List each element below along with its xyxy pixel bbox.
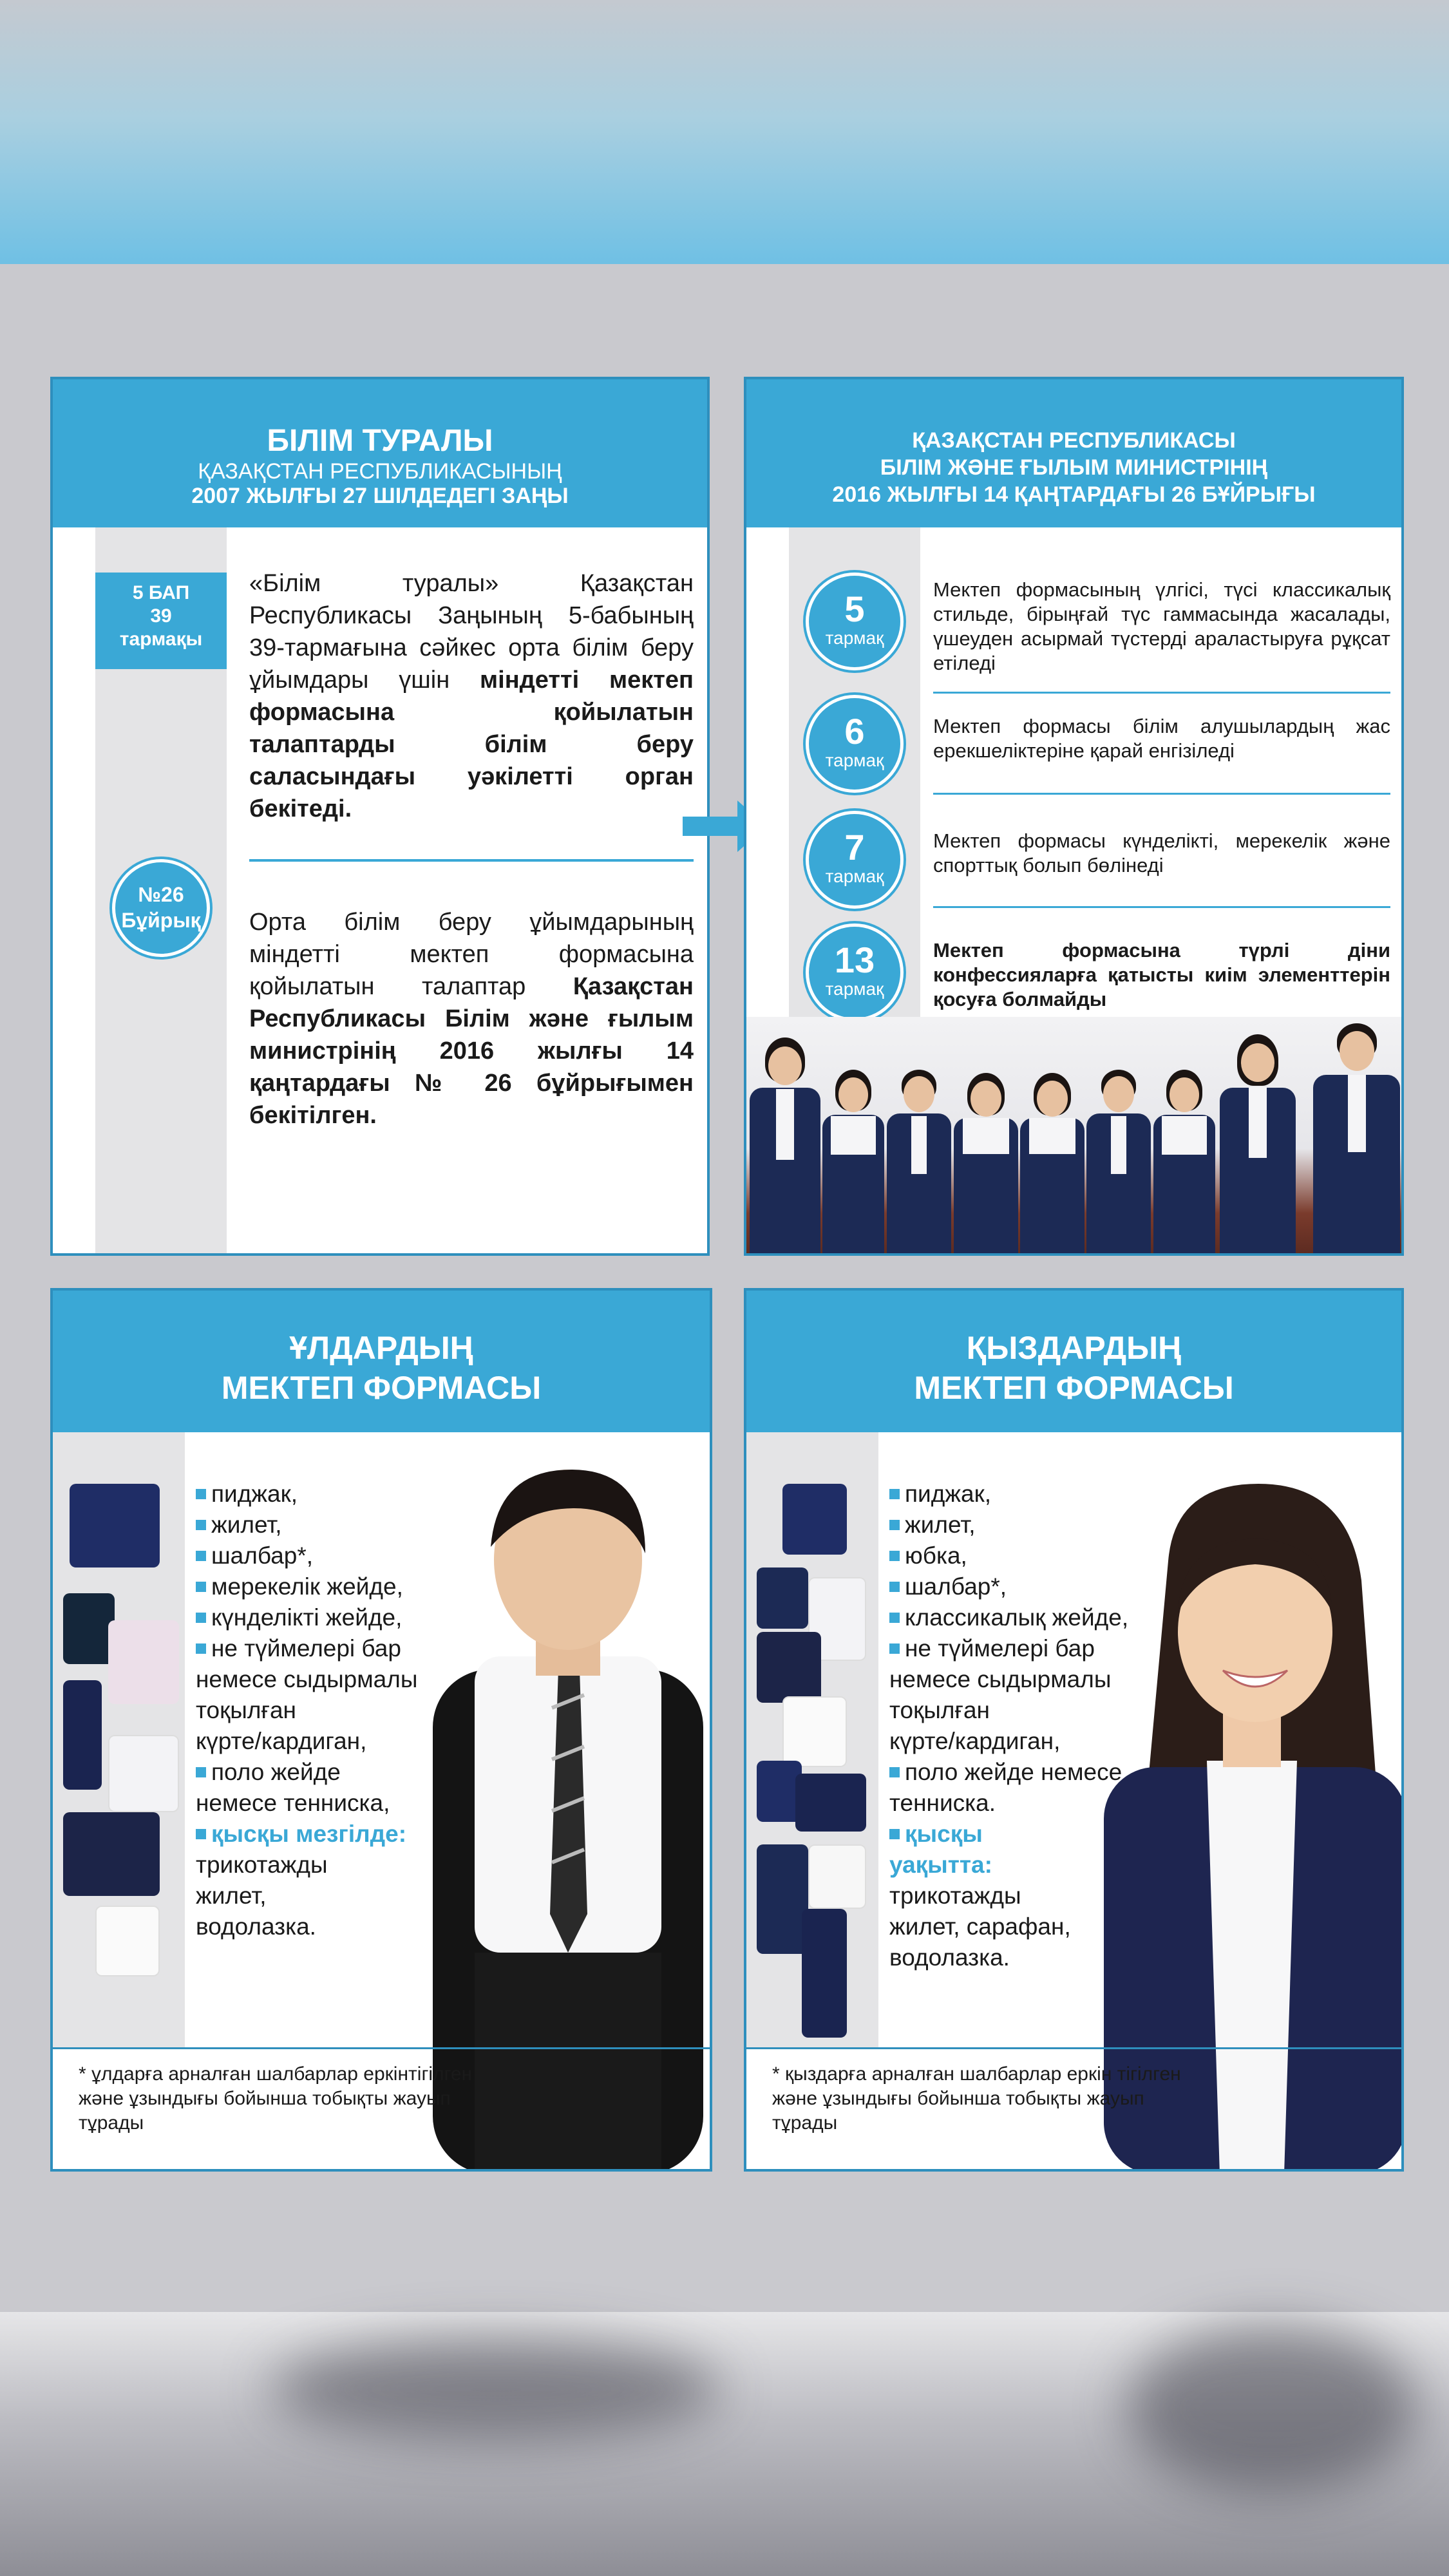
vest-icon	[63, 1593, 115, 1664]
head	[1037, 1081, 1068, 1117]
skirt-icon	[795, 1774, 866, 1832]
list-item-cont: күрте/кардиган,	[196, 1728, 367, 1754]
girls-title-line: ҚЫЗДАРДЫҢ	[966, 1330, 1182, 1366]
clause-number-badge	[806, 573, 904, 670]
cardigan-icon	[757, 1632, 821, 1703]
law-subtitle: ҚАЗАҚСТАН РЕСПУБЛИКАСЫНЫҢ	[198, 459, 562, 484]
list-item-cont: жилет, сарафан,	[889, 1913, 1071, 1940]
list-item: шалбар*,	[889, 1571, 1128, 1602]
clause-number-badge	[806, 811, 904, 909]
jacket-icon	[70, 1484, 160, 1567]
student-figure	[822, 1070, 884, 1256]
order-header-line: БІЛІМ ЖӘНЕ ҒЫЛЫМ МИНИСТРІНІҢ	[880, 455, 1268, 480]
list-item: классикалық жейде,	[889, 1602, 1128, 1633]
list-item: юбка,	[889, 1540, 1128, 1571]
list-item: пиджак,	[196, 1479, 417, 1510]
head	[768, 1046, 802, 1085]
clause-text: Мектеп формасы күнделікті, мерекелік және спорттық болып бөлінеді	[933, 829, 1390, 876]
order-header-line: ҚАЗАҚСТАН РЕСПУБЛИКАСЫ	[912, 428, 1236, 453]
law-title: БІЛІМ ТУРАЛЫ	[267, 424, 493, 458]
circle-line: Бұйрық	[121, 909, 201, 932]
vest-icon	[757, 1567, 808, 1629]
blur-smudge	[270, 2338, 721, 2441]
list-item-cont: күрте/кардиган,	[889, 1728, 1061, 1754]
shirt	[963, 1118, 1009, 1154]
divider	[746, 2047, 1401, 2049]
student-figure	[954, 1073, 1018, 1256]
clause-unit: тармақ	[825, 750, 884, 770]
blur-smudge	[1127, 2325, 1417, 2492]
clause-number: 13	[834, 940, 875, 980]
badge-line: 5 БАП	[132, 582, 190, 603]
list-item-cont: водолазка.	[889, 1944, 1010, 1971]
divider	[249, 859, 694, 862]
list-item-winter-cont: уақытта:	[889, 1852, 992, 1878]
law-date: 2007 ЖЫЛҒЫ 27 ШІЛДЕДЕГІ ЗАҢЫ	[191, 484, 569, 508]
students-photo	[746, 1017, 1401, 1256]
list-item-cont: немесе тенниска,	[196, 1790, 390, 1816]
student-figure	[1313, 1023, 1400, 1256]
head	[1103, 1076, 1134, 1112]
boys-uniform-panel	[50, 1288, 712, 2172]
law-paragraph-2	[249, 906, 694, 1132]
shirt	[911, 1116, 927, 1174]
paragraph-text: «Білім туралы» Қазақстан Республикасы Заңының 5-бабының 39-тармағына сәйкес орта білім беру ұйымдары үшін	[249, 570, 694, 694]
shirt-icon	[808, 1844, 866, 1909]
top-blurred-background	[0, 0, 1449, 264]
list-item: поло жейде немесе	[889, 1757, 1128, 1788]
list-item-winter: қысқы	[889, 1819, 1128, 1850]
list-item-cont: трикотажды	[196, 1852, 328, 1878]
list-item: не түймелері бар	[196, 1633, 417, 1664]
trousers-icon	[802, 1909, 847, 2038]
list-item: шалбар*,	[196, 1540, 417, 1571]
order-panel	[744, 377, 1404, 1256]
paragraph-bold: Қазақстан Республикасы Білім және ғылым министрінің 2016 жылғы 14 қаңтардағы № 26 бұйрығымен бекітілген.	[249, 973, 694, 1129]
list-item-winter: қысқы мезгілде:	[196, 1819, 417, 1850]
clause-text: Мектеп формасына түрлі діни конфессияларға қатысты киім элементтерін қосуға болмайды	[933, 939, 1390, 1010]
law-panel-header	[53, 379, 707, 527]
girls-title-line: МЕКТЕП ФОРМАСЫ	[914, 1370, 1234, 1406]
order-panel-header	[746, 379, 1401, 527]
clause-number: 6	[844, 711, 865, 752]
clause-number-badge	[806, 923, 904, 1021]
student-figure	[1086, 1070, 1151, 1256]
bottom-blurred-background	[0, 2312, 1449, 2576]
clause-unit: тармақ	[825, 628, 884, 648]
badge-line: 39	[150, 605, 172, 627]
head	[1340, 1031, 1374, 1071]
shirt	[1249, 1087, 1267, 1158]
list-item-cont: трикотажды	[889, 1882, 1021, 1909]
polo-icon	[782, 1696, 847, 1767]
list-item-cont: жилет,	[196, 1882, 267, 1909]
shirt	[831, 1116, 876, 1155]
head	[904, 1076, 934, 1112]
sarafan-icon	[757, 1844, 808, 1954]
clause-number: 5	[844, 589, 865, 629]
clause-text: Мектеп формасының үлгісі, түсі классикалық стильде, бірыңғай түс гаммасында жасалады, үшеуден асырмай түстерді араластыруға рұқсат етіледі	[933, 578, 1390, 674]
divider	[933, 692, 1390, 694]
shirt	[1029, 1118, 1075, 1154]
student-figure	[750, 1037, 820, 1256]
article-badge	[95, 573, 227, 669]
boys-panel-header	[53, 1291, 710, 1432]
cardigan-icon	[63, 1812, 160, 1896]
list-item: не түймелері бар	[889, 1633, 1128, 1664]
boys-uniform-list	[196, 1479, 417, 1942]
list-item: пиджак,	[889, 1479, 1128, 1510]
clause-unit: тармақ	[825, 979, 884, 999]
clause-text: Мектеп формасы білім алушылардың жас ерекшеліктеріне қарай енгізіледі	[933, 715, 1390, 762]
student-figure	[1020, 1073, 1084, 1256]
circle-line: №26	[138, 883, 184, 906]
list-item-cont: водолазка.	[196, 1913, 316, 1940]
student-figure	[887, 1070, 951, 1256]
divider	[933, 793, 1390, 795]
clause-number-badge	[806, 695, 904, 793]
list-item-cont: тоқылған	[889, 1697, 990, 1723]
divider	[53, 2047, 710, 2049]
order-header-line: 2016 ЖЫЛҒЫ 14 ҚАҢТАРДАҒЫ 26 БҰЙРЫҒЫ	[832, 482, 1316, 507]
student-figure	[1153, 1070, 1215, 1256]
boys-footnote: * ұлдарға арналған шалбарлар еркінтігілген және ұзындығы бойынша тобықты жауып тұрады	[79, 2063, 473, 2134]
girls-footnote: * қыздарға арналған шалбарлар еркін тігілген және ұзындығы бойынша тобықты жауып тұрады	[772, 2063, 1181, 2134]
clause-unit: тармақ	[825, 866, 884, 886]
shirt	[1162, 1116, 1207, 1155]
girls-uniform-panel	[744, 1288, 1404, 2172]
divider	[933, 906, 1390, 908]
list-item: күнделікті жейде,	[196, 1602, 417, 1633]
jacket-icon	[782, 1484, 847, 1555]
shirt	[1111, 1116, 1126, 1174]
list-item-cont: немесе сыдырмалы	[889, 1666, 1112, 1692]
law-panel	[50, 377, 710, 1256]
list-item: поло жейде	[196, 1757, 417, 1788]
head	[1170, 1077, 1199, 1112]
shirt-icon	[108, 1620, 179, 1704]
list-item-cont: тенниска.	[889, 1790, 996, 1816]
trousers-icon	[63, 1680, 102, 1790]
list-item-cont: тоқылған	[196, 1697, 296, 1723]
shirt-icon	[108, 1735, 179, 1812]
list-item: мерекелік жейде,	[196, 1571, 417, 1602]
list-item: жилет,	[196, 1510, 417, 1540]
clause-number: 7	[844, 827, 865, 867]
polo-icon	[95, 1906, 160, 1976]
shirt	[776, 1089, 794, 1160]
head	[971, 1081, 1001, 1117]
shirt	[1348, 1075, 1366, 1152]
badge-line: тармақы	[119, 629, 203, 650]
list-item-cont: немесе сыдырмалы	[196, 1666, 418, 1692]
girls-panel-header	[746, 1291, 1401, 1432]
boys-title-line: МЕКТЕП ФОРМАСЫ	[221, 1370, 542, 1406]
paragraph-text: Орта білім беру ұйымдарының міндетті мектеп формасына қойылатын талаптар	[249, 909, 694, 1000]
list-item: жилет,	[889, 1510, 1128, 1540]
law-paragraph-1	[249, 567, 694, 825]
paragraph-bold: міндетті мектеп формасына қойылатын талаптарды білім беру саласындағы уәкілетті орган бекітеді.	[249, 667, 694, 822]
head	[1241, 1043, 1274, 1082]
student-figure	[1220, 1034, 1296, 1256]
head	[838, 1077, 868, 1112]
boys-title-line: ҰЛДАРДЫҢ	[289, 1330, 473, 1366]
order-circle-badge	[112, 859, 210, 957]
